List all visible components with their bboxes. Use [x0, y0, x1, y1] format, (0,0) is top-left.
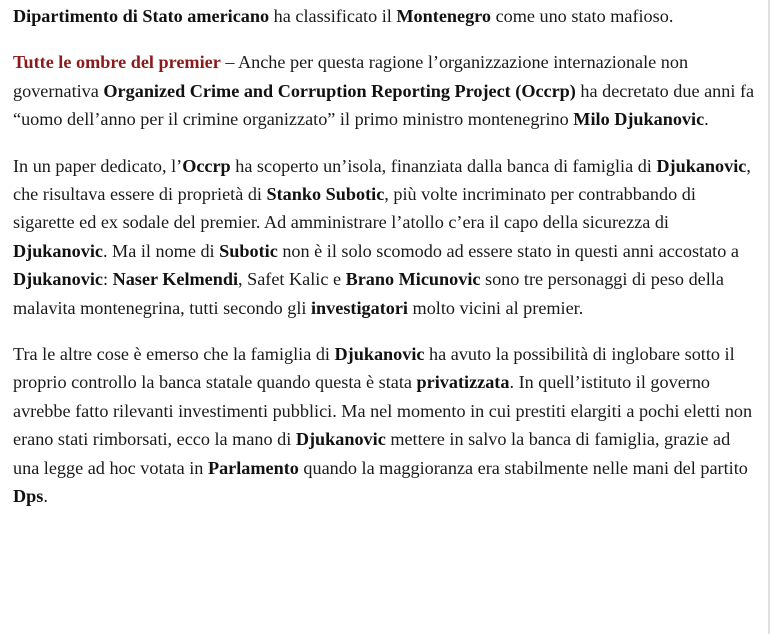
- body-text: In un paper dedicato, l’: [13, 155, 183, 176]
- body-text: quando la maggioranza era stabilmente nelle mani del partito: [298, 457, 748, 478]
- body-text: non è il solo scomodo ad essere stato in questi anni accostato a: [277, 240, 739, 261]
- body-text: ha scoperto un’isola, finanziata dalla banca di famiglia di: [230, 155, 657, 176]
- section-heading: Tutte le ombre del premier: [13, 52, 221, 73]
- body-text: , Safet Kalic e: [238, 269, 346, 290]
- paragraph-4: [13, 340, 758, 510]
- paragraph-2: [13, 48, 758, 133]
- bold-keyword: Dps: [13, 486, 44, 507]
- paragraph-gap: [13, 30, 758, 48]
- bold-keyword: Subotic: [219, 240, 278, 261]
- bold-keyword: Djukanovic: [13, 269, 103, 290]
- paragraph-gap: [13, 134, 758, 152]
- article-body: [13, 0, 758, 511]
- bold-keyword: Djukanovic: [656, 155, 747, 176]
- body-text: ha decretato due anni fa “uomo dell’anno per il crimine organizzato” il primo ministro montenegrino: [13, 80, 755, 130]
- bold-keyword: investigatori: [311, 297, 408, 318]
- bold-keyword: Naser Kelmendi: [112, 269, 239, 290]
- body-text: ha avuto la possibilità di inglobare sotto il proprio controllo la banca statale quando questa è stata: [13, 344, 735, 393]
- body-text: come uno stato mafioso.: [491, 6, 674, 26]
- body-text: .: [704, 109, 709, 130]
- body-text: sono tre personaggi di peso della malavita montenegrina, tutti secondo gli: [13, 269, 724, 318]
- bold-keyword: Organized Crime and Corruption Reporting Project (Occrp): [103, 80, 576, 101]
- bold-keyword: Parlamento: [207, 457, 299, 478]
- bold-keyword: Milo Djukanovic: [573, 109, 705, 130]
- paragraph-1: [13, 0, 758, 30]
- body-text: ha classificato il: [269, 6, 397, 26]
- bold-keyword: Djukanovic: [13, 240, 103, 261]
- bold-keyword: Montenegro: [396, 6, 492, 26]
- bold-keyword: Djukanovic: [334, 344, 425, 365]
- body-text: :: [102, 269, 113, 290]
- bold-keyword: Brano Micunovic: [345, 269, 481, 290]
- body-text: mettere in salvo la banca di famiglia, grazie ad una legge ad hoc votata in: [13, 429, 731, 478]
- body-text: Tra le altre cose è emerso che la famiglia di: [13, 344, 335, 365]
- bold-keyword: Occrp: [182, 155, 231, 176]
- body-text: , che risultava essere di proprietà di: [13, 155, 751, 205]
- bold-keyword: Djukanovic: [295, 429, 386, 450]
- body-text: , più volte incriminato per contrabbando di sigarette ed ex sodale del premier. Ad amministrare l’atollo c’era il capo della sicurezza di: [13, 184, 696, 233]
- bold-keyword: Stanko Subotic: [266, 184, 385, 205]
- body-text: – Anche per questa ragione l’organizzazione internazionale non governativa: [13, 52, 689, 101]
- body-text: . Ma il nome di: [102, 240, 220, 261]
- body-text: . In quell’istituto il governo avrebbe fatto rilevanti investimenti pubblici. Ma nel momento in cui prestiti elargiti a pochi eletti non erano stati rimborsati, ecco la mano di: [13, 372, 753, 450]
- bold-keyword: Dipartimento di Stato americano: [13, 6, 270, 26]
- body-text: .: [43, 486, 48, 507]
- bold-keyword: privatizzata: [416, 372, 510, 393]
- body-text: molto vicini al premier.: [408, 297, 584, 318]
- paragraph-gap: [13, 322, 758, 340]
- paragraph-3: [13, 152, 758, 322]
